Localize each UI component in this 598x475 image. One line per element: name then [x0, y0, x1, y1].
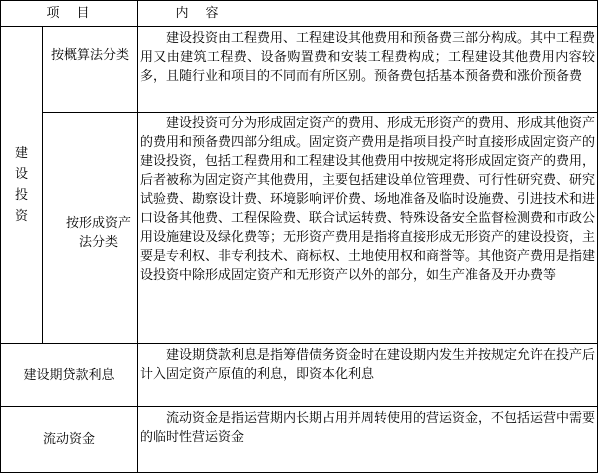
row-content-working-capital: 流动资金是指运营期内长期占用并周转使用的营运资金，不包括运营中需要的临时性营运资金: [140, 411, 595, 445]
group-label-char: 建: [14, 146, 28, 161]
group-divider: [42, 26, 43, 344]
row-content-asset-method: 建设投资可分为形成固定资产的费用、形成无形资产的费用、形成其他资产的费用和预备费四部分组成。固定资产费用是指项目投产时直接形成固定资产的建设投资，包括工程费用和工程建设其他费用中按规定将形成固定资产的费用，后者被称为固定资产其他费用，主要包括建设单位管理费、可行性研究费、研究试验费、勘察设计费、环境影响评价费、场地准备及临时设施费、引进技术和进口设备其他费、工程保险费、联合试运转费、特殊设备安全监督检测费和市政公用设施建设及绿化费等；无形资产费用是指将直接形成无形资产的建设投资，主要是专利权、非专利技术、商标权、土地使用权和商誉等。其他资产费用是指建设投资中除形成固定资产和无形资产以外的部分，如生产准备及开办费等: [140, 116, 595, 283]
group-label-construction-investment: [1, 27, 42, 343]
header-item: 项 目: [46, 6, 92, 21]
row-label-working-capital: 流动资金: [42, 432, 95, 447]
row-label-asset-method: 按形成资产法分类: [66, 216, 131, 250]
table-border-bottom: [0, 472, 598, 473]
group-label-char: 设: [14, 167, 28, 182]
row-content-estimate-method: 建设投资由工程费用、工程建设其他费用和预备费三部分构成。其中工程费用又由建筑工程费、设备购置费和安装工程费构成；工程建设其他费用内容较多，且随行业和项目的不同而有所区别。预备费包括基本预备费和涨价预备费: [140, 31, 595, 84]
row-label-estimate-method: 按概算法分类: [50, 48, 129, 63]
header-divider: [0, 26, 598, 27]
group-label-char: 投: [14, 188, 28, 203]
group-label-char: 资: [14, 209, 28, 224]
row-label-construction-interest: 建设期贷款利息: [23, 367, 115, 383]
header-content: 内 容: [175, 6, 221, 21]
label-content-divider: [137, 0, 138, 473]
row-content-construction-interest: 建设期贷款利息是指筹借债务资金时在建设期内发生并按规定允许在投产后计入固定资产原值的利息，即资本化利息: [140, 348, 595, 382]
row-divider-1: [42, 112, 598, 113]
